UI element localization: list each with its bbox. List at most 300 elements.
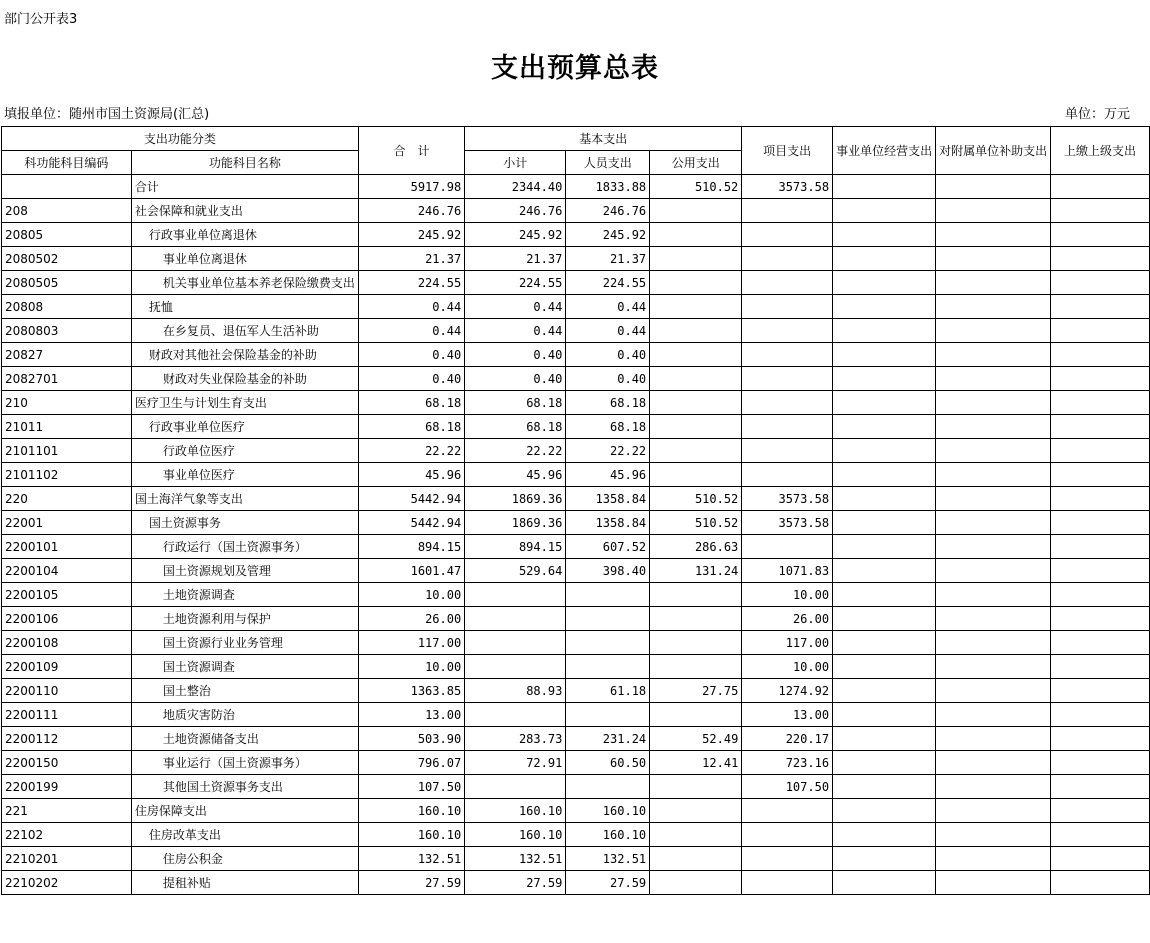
row-public <box>650 583 742 607</box>
row-subsidy <box>936 271 1051 295</box>
table-row <box>2 247 1150 271</box>
row-enterprise <box>833 847 936 871</box>
row-name: 其他国土资源事务支出 <box>131 775 358 799</box>
table-row <box>2 775 1150 799</box>
row-subsidy <box>936 463 1051 487</box>
row-public <box>650 703 742 727</box>
row-total: 894.15 <box>358 535 464 559</box>
row-code: 2080505 <box>2 271 132 295</box>
row-code: 2200112 <box>2 727 132 751</box>
row-public <box>650 295 742 319</box>
table-row <box>2 295 1150 319</box>
row-subsidy <box>936 559 1051 583</box>
row-project <box>742 415 833 439</box>
row-code: 2200108 <box>2 631 132 655</box>
row-enterprise <box>833 775 936 799</box>
row-project: 220.17 <box>742 727 833 751</box>
row-public <box>650 847 742 871</box>
table-row <box>2 175 1150 199</box>
row-public <box>650 367 742 391</box>
row-project <box>742 823 833 847</box>
row-subtotal: 245.92 <box>465 223 566 247</box>
row-superior <box>1051 583 1150 607</box>
header-basic: 基本支出 <box>465 127 742 151</box>
row-project: 107.50 <box>742 775 833 799</box>
row-code: 22001 <box>2 511 132 535</box>
row-project: 3573.58 <box>742 175 833 199</box>
row-code: 208 <box>2 199 132 223</box>
table-row <box>2 271 1150 295</box>
row-name: 国土海洋气象等支出 <box>131 487 358 511</box>
row-name: 财政对其他社会保险基金的补助 <box>131 343 358 367</box>
row-subtotal: 1869.36 <box>465 487 566 511</box>
row-personnel: 0.40 <box>566 343 650 367</box>
row-code: 2200105 <box>2 583 132 607</box>
row-subtotal: 68.18 <box>465 415 566 439</box>
header-name: 功能科目名称 <box>131 151 358 175</box>
table-row <box>2 319 1150 343</box>
row-subtotal: 0.40 <box>465 367 566 391</box>
row-total: 5442.94 <box>358 487 464 511</box>
row-superior <box>1051 319 1150 343</box>
row-name: 医疗卫生与计划生育支出 <box>131 391 358 415</box>
row-code: 2200150 <box>2 751 132 775</box>
row-subtotal <box>465 583 566 607</box>
row-code: 210 <box>2 391 132 415</box>
table-row <box>2 223 1150 247</box>
row-subtotal: 529.64 <box>465 559 566 583</box>
table-row <box>2 823 1150 847</box>
row-name: 住房保障支出 <box>131 799 358 823</box>
row-total: 1363.85 <box>358 679 464 703</box>
table-row <box>2 847 1150 871</box>
row-public <box>650 823 742 847</box>
row-name: 合计 <box>131 175 358 199</box>
row-enterprise <box>833 487 936 511</box>
table-row <box>2 655 1150 679</box>
row-project: 26.00 <box>742 607 833 631</box>
row-project <box>742 799 833 823</box>
header-enterprise: 事业单位经营支出 <box>833 127 936 175</box>
row-project <box>742 223 833 247</box>
row-total: 160.10 <box>358 799 464 823</box>
table-row <box>2 391 1150 415</box>
row-superior <box>1051 751 1150 775</box>
row-subtotal <box>465 631 566 655</box>
table-row <box>2 871 1150 895</box>
row-name: 国土资源调查 <box>131 655 358 679</box>
row-enterprise <box>833 679 936 703</box>
row-project: 1071.83 <box>742 559 833 583</box>
row-code: 20805 <box>2 223 132 247</box>
header-project: 项目支出 <box>742 127 833 175</box>
row-project <box>742 295 833 319</box>
row-personnel: 231.24 <box>566 727 650 751</box>
row-code: 2200199 <box>2 775 132 799</box>
row-code: 20808 <box>2 295 132 319</box>
row-code: 2200106 <box>2 607 132 631</box>
header-func-class: 支出功能分类 <box>2 127 359 151</box>
row-superior <box>1051 247 1150 271</box>
row-superior <box>1051 343 1150 367</box>
row-total: 21.37 <box>358 247 464 271</box>
row-subsidy <box>936 727 1051 751</box>
row-enterprise <box>833 199 936 223</box>
row-enterprise <box>833 319 936 343</box>
row-project: 117.00 <box>742 631 833 655</box>
row-enterprise <box>833 415 936 439</box>
row-subsidy <box>936 583 1051 607</box>
table-row <box>2 487 1150 511</box>
row-total: 5442.94 <box>358 511 464 535</box>
row-project: 13.00 <box>742 703 833 727</box>
row-personnel <box>566 655 650 679</box>
row-personnel: 60.50 <box>566 751 650 775</box>
table-row <box>2 463 1150 487</box>
row-public: 52.49 <box>650 727 742 751</box>
table-row <box>2 631 1150 655</box>
row-personnel <box>566 703 650 727</box>
row-subtotal: 160.10 <box>465 823 566 847</box>
row-superior <box>1051 415 1150 439</box>
table-row <box>2 727 1150 751</box>
row-enterprise <box>833 703 936 727</box>
row-enterprise <box>833 631 936 655</box>
row-enterprise <box>833 295 936 319</box>
row-subsidy <box>936 703 1051 727</box>
row-name: 行政事业单位医疗 <box>131 415 358 439</box>
row-enterprise <box>833 583 936 607</box>
row-subsidy <box>936 847 1051 871</box>
row-public: 510.52 <box>650 511 742 535</box>
row-superior <box>1051 271 1150 295</box>
row-personnel: 398.40 <box>566 559 650 583</box>
row-subtotal: 132.51 <box>465 847 566 871</box>
row-code: 2210201 <box>2 847 132 871</box>
budget-table <box>1 126 1150 895</box>
row-superior <box>1051 703 1150 727</box>
table-row <box>2 343 1150 367</box>
row-subsidy <box>936 823 1051 847</box>
row-subsidy <box>936 415 1051 439</box>
header-subtotal: 小计 <box>465 151 566 175</box>
row-personnel: 1358.84 <box>566 511 650 535</box>
row-enterprise <box>833 511 936 535</box>
row-personnel: 22.22 <box>566 439 650 463</box>
row-public <box>650 871 742 895</box>
row-enterprise <box>833 823 936 847</box>
header-public: 公用支出 <box>650 151 742 175</box>
row-subtotal <box>465 703 566 727</box>
row-name: 机关事业单位基本养老保险缴费支出 <box>131 271 358 295</box>
row-superior <box>1051 463 1150 487</box>
row-enterprise <box>833 535 936 559</box>
row-subsidy <box>936 487 1051 511</box>
row-subsidy <box>936 319 1051 343</box>
row-project: 10.00 <box>742 655 833 679</box>
row-enterprise <box>833 367 936 391</box>
row-subsidy <box>936 535 1051 559</box>
header-total: 合 计 <box>358 127 464 175</box>
row-subtotal: 72.91 <box>465 751 566 775</box>
row-public <box>650 775 742 799</box>
table-row <box>2 367 1150 391</box>
row-name: 事业运行（国土资源事务） <box>131 751 358 775</box>
row-name: 土地资源储备支出 <box>131 727 358 751</box>
row-enterprise <box>833 559 936 583</box>
row-public <box>650 463 742 487</box>
row-total: 245.92 <box>358 223 464 247</box>
row-subtotal: 27.59 <box>465 871 566 895</box>
row-subtotal <box>465 607 566 631</box>
row-personnel: 132.51 <box>566 847 650 871</box>
row-personnel <box>566 607 650 631</box>
row-personnel <box>566 631 650 655</box>
row-superior <box>1051 391 1150 415</box>
row-personnel: 245.92 <box>566 223 650 247</box>
row-public <box>650 391 742 415</box>
row-public: 131.24 <box>650 559 742 583</box>
row-name: 社会保障和就业支出 <box>131 199 358 223</box>
row-personnel: 160.10 <box>566 799 650 823</box>
row-subtotal: 22.22 <box>465 439 566 463</box>
row-superior <box>1051 175 1150 199</box>
row-project <box>742 247 833 271</box>
row-enterprise <box>833 247 936 271</box>
row-code: 2082701 <box>2 367 132 391</box>
row-superior <box>1051 295 1150 319</box>
row-subtotal: 0.40 <box>465 343 566 367</box>
row-project <box>742 199 833 223</box>
row-superior <box>1051 655 1150 679</box>
row-enterprise <box>833 343 936 367</box>
row-code: 2200111 <box>2 703 132 727</box>
row-name: 国土资源规划及管理 <box>131 559 358 583</box>
row-name: 事业单位医疗 <box>131 463 358 487</box>
row-subtotal: 0.44 <box>465 295 566 319</box>
row-superior <box>1051 199 1150 223</box>
row-enterprise <box>833 655 936 679</box>
row-name: 财政对失业保险基金的补助 <box>131 367 358 391</box>
row-enterprise <box>833 391 936 415</box>
row-superior <box>1051 727 1150 751</box>
table-row <box>2 199 1150 223</box>
row-enterprise <box>833 799 936 823</box>
row-project <box>742 271 833 295</box>
row-project <box>742 463 833 487</box>
row-name: 行政运行（国土资源事务） <box>131 535 358 559</box>
row-subsidy <box>936 775 1051 799</box>
row-subtotal: 88.93 <box>465 679 566 703</box>
row-project: 3573.58 <box>742 487 833 511</box>
row-superior <box>1051 439 1150 463</box>
row-project: 10.00 <box>742 583 833 607</box>
row-total: 10.00 <box>358 655 464 679</box>
row-name: 土地资源调查 <box>131 583 358 607</box>
row-personnel: 607.52 <box>566 535 650 559</box>
row-superior <box>1051 799 1150 823</box>
row-project: 1274.92 <box>742 679 833 703</box>
row-total: 45.96 <box>358 463 464 487</box>
table-row <box>2 703 1150 727</box>
row-subsidy <box>936 799 1051 823</box>
row-subtotal: 246.76 <box>465 199 566 223</box>
row-public <box>650 415 742 439</box>
row-subsidy <box>936 871 1051 895</box>
row-subsidy <box>936 679 1051 703</box>
row-superior <box>1051 487 1150 511</box>
row-code: 220 <box>2 487 132 511</box>
row-name: 国土资源事务 <box>131 511 358 535</box>
row-superior <box>1051 847 1150 871</box>
row-subsidy <box>936 439 1051 463</box>
table-row <box>2 535 1150 559</box>
row-personnel: 21.37 <box>566 247 650 271</box>
row-total: 26.00 <box>358 607 464 631</box>
row-personnel: 1358.84 <box>566 487 650 511</box>
page-title: 支出预算总表 <box>491 53 659 84</box>
row-subtotal <box>465 775 566 799</box>
row-personnel <box>566 583 650 607</box>
row-name: 国土资源行业业务管理 <box>131 631 358 655</box>
row-personnel: 246.76 <box>566 199 650 223</box>
row-enterprise <box>833 271 936 295</box>
row-subsidy <box>936 655 1051 679</box>
row-superior <box>1051 367 1150 391</box>
row-total: 224.55 <box>358 271 464 295</box>
row-total: 503.90 <box>358 727 464 751</box>
row-code: 221 <box>2 799 132 823</box>
row-superior <box>1051 607 1150 631</box>
row-project <box>742 847 833 871</box>
row-enterprise <box>833 871 936 895</box>
row-project <box>742 367 833 391</box>
row-public <box>650 247 742 271</box>
row-personnel: 0.44 <box>566 295 650 319</box>
row-subtotal: 0.44 <box>465 319 566 343</box>
row-subsidy <box>936 175 1051 199</box>
row-total: 246.76 <box>358 199 464 223</box>
row-subtotal: 224.55 <box>465 271 566 295</box>
row-subtotal: 283.73 <box>465 727 566 751</box>
row-subsidy <box>936 367 1051 391</box>
row-code: 2200109 <box>2 655 132 679</box>
reporting-unit: 填报单位：随州市国土资源局(汇总) <box>4 107 210 122</box>
row-personnel: 27.59 <box>566 871 650 895</box>
row-subsidy <box>936 223 1051 247</box>
row-enterprise <box>833 727 936 751</box>
row-public <box>650 343 742 367</box>
row-total: 107.50 <box>358 775 464 799</box>
row-subsidy <box>936 343 1051 367</box>
row-name: 事业单位离退休 <box>131 247 358 271</box>
row-name: 住房公积金 <box>131 847 358 871</box>
row-total: 5917.98 <box>358 175 464 199</box>
row-superior <box>1051 511 1150 535</box>
row-personnel: 0.40 <box>566 367 650 391</box>
row-subsidy <box>936 607 1051 631</box>
currency-unit: 单位：万元 <box>1064 107 1130 122</box>
row-personnel: 160.10 <box>566 823 650 847</box>
row-name: 地质灾害防治 <box>131 703 358 727</box>
header-subsidy: 对附属单位补助支出 <box>936 127 1051 175</box>
row-total: 68.18 <box>358 391 464 415</box>
row-superior <box>1051 631 1150 655</box>
table-body <box>2 175 1150 895</box>
row-code: 2101102 <box>2 463 132 487</box>
table-row <box>2 511 1150 535</box>
row-total: 22.22 <box>358 439 464 463</box>
row-total: 132.51 <box>358 847 464 871</box>
row-code: 2101101 <box>2 439 132 463</box>
table-row <box>2 559 1150 583</box>
row-name: 行政单位医疗 <box>131 439 358 463</box>
row-name: 在乡复员、退伍军人生活补助 <box>131 319 358 343</box>
row-public: 286.63 <box>650 535 742 559</box>
row-subtotal <box>465 655 566 679</box>
row-project <box>742 319 833 343</box>
row-name: 抚恤 <box>131 295 358 319</box>
row-personnel: 61.18 <box>566 679 650 703</box>
row-code: 2210202 <box>2 871 132 895</box>
table-row <box>2 679 1150 703</box>
header-personnel: 人员支出 <box>566 151 650 175</box>
row-public <box>650 271 742 295</box>
row-subtotal: 1869.36 <box>465 511 566 535</box>
table-row <box>2 799 1150 823</box>
row-superior <box>1051 823 1150 847</box>
row-total: 0.40 <box>358 343 464 367</box>
row-project <box>742 343 833 367</box>
row-personnel: 0.44 <box>566 319 650 343</box>
row-superior <box>1051 775 1150 799</box>
row-personnel: 68.18 <box>566 391 650 415</box>
row-enterprise <box>833 463 936 487</box>
row-project <box>742 535 833 559</box>
row-project <box>742 439 833 463</box>
row-public <box>650 799 742 823</box>
row-code: 2200104 <box>2 559 132 583</box>
row-total: 160.10 <box>358 823 464 847</box>
row-subtotal: 68.18 <box>465 391 566 415</box>
row-personnel: 1833.88 <box>566 175 650 199</box>
row-subsidy <box>936 511 1051 535</box>
row-public: 27.75 <box>650 679 742 703</box>
row-total: 796.07 <box>358 751 464 775</box>
row-total: 117.00 <box>358 631 464 655</box>
header-code: 科功能科目编码 <box>2 151 132 175</box>
row-code: 20827 <box>2 343 132 367</box>
row-code <box>2 175 132 199</box>
row-personnel: 68.18 <box>566 415 650 439</box>
row-enterprise <box>833 175 936 199</box>
row-code: 2200101 <box>2 535 132 559</box>
row-code: 2080803 <box>2 319 132 343</box>
row-name: 提租补贴 <box>131 871 358 895</box>
row-project <box>742 871 833 895</box>
row-total: 0.44 <box>358 319 464 343</box>
row-subsidy <box>936 295 1051 319</box>
row-enterprise <box>833 607 936 631</box>
row-public: 510.52 <box>650 487 742 511</box>
table-row <box>2 583 1150 607</box>
header-superior: 上缴上级支出 <box>1051 127 1150 175</box>
row-name: 国土整治 <box>131 679 358 703</box>
row-total: 10.00 <box>358 583 464 607</box>
row-total: 0.40 <box>358 367 464 391</box>
row-superior <box>1051 535 1150 559</box>
row-code: 22102 <box>2 823 132 847</box>
